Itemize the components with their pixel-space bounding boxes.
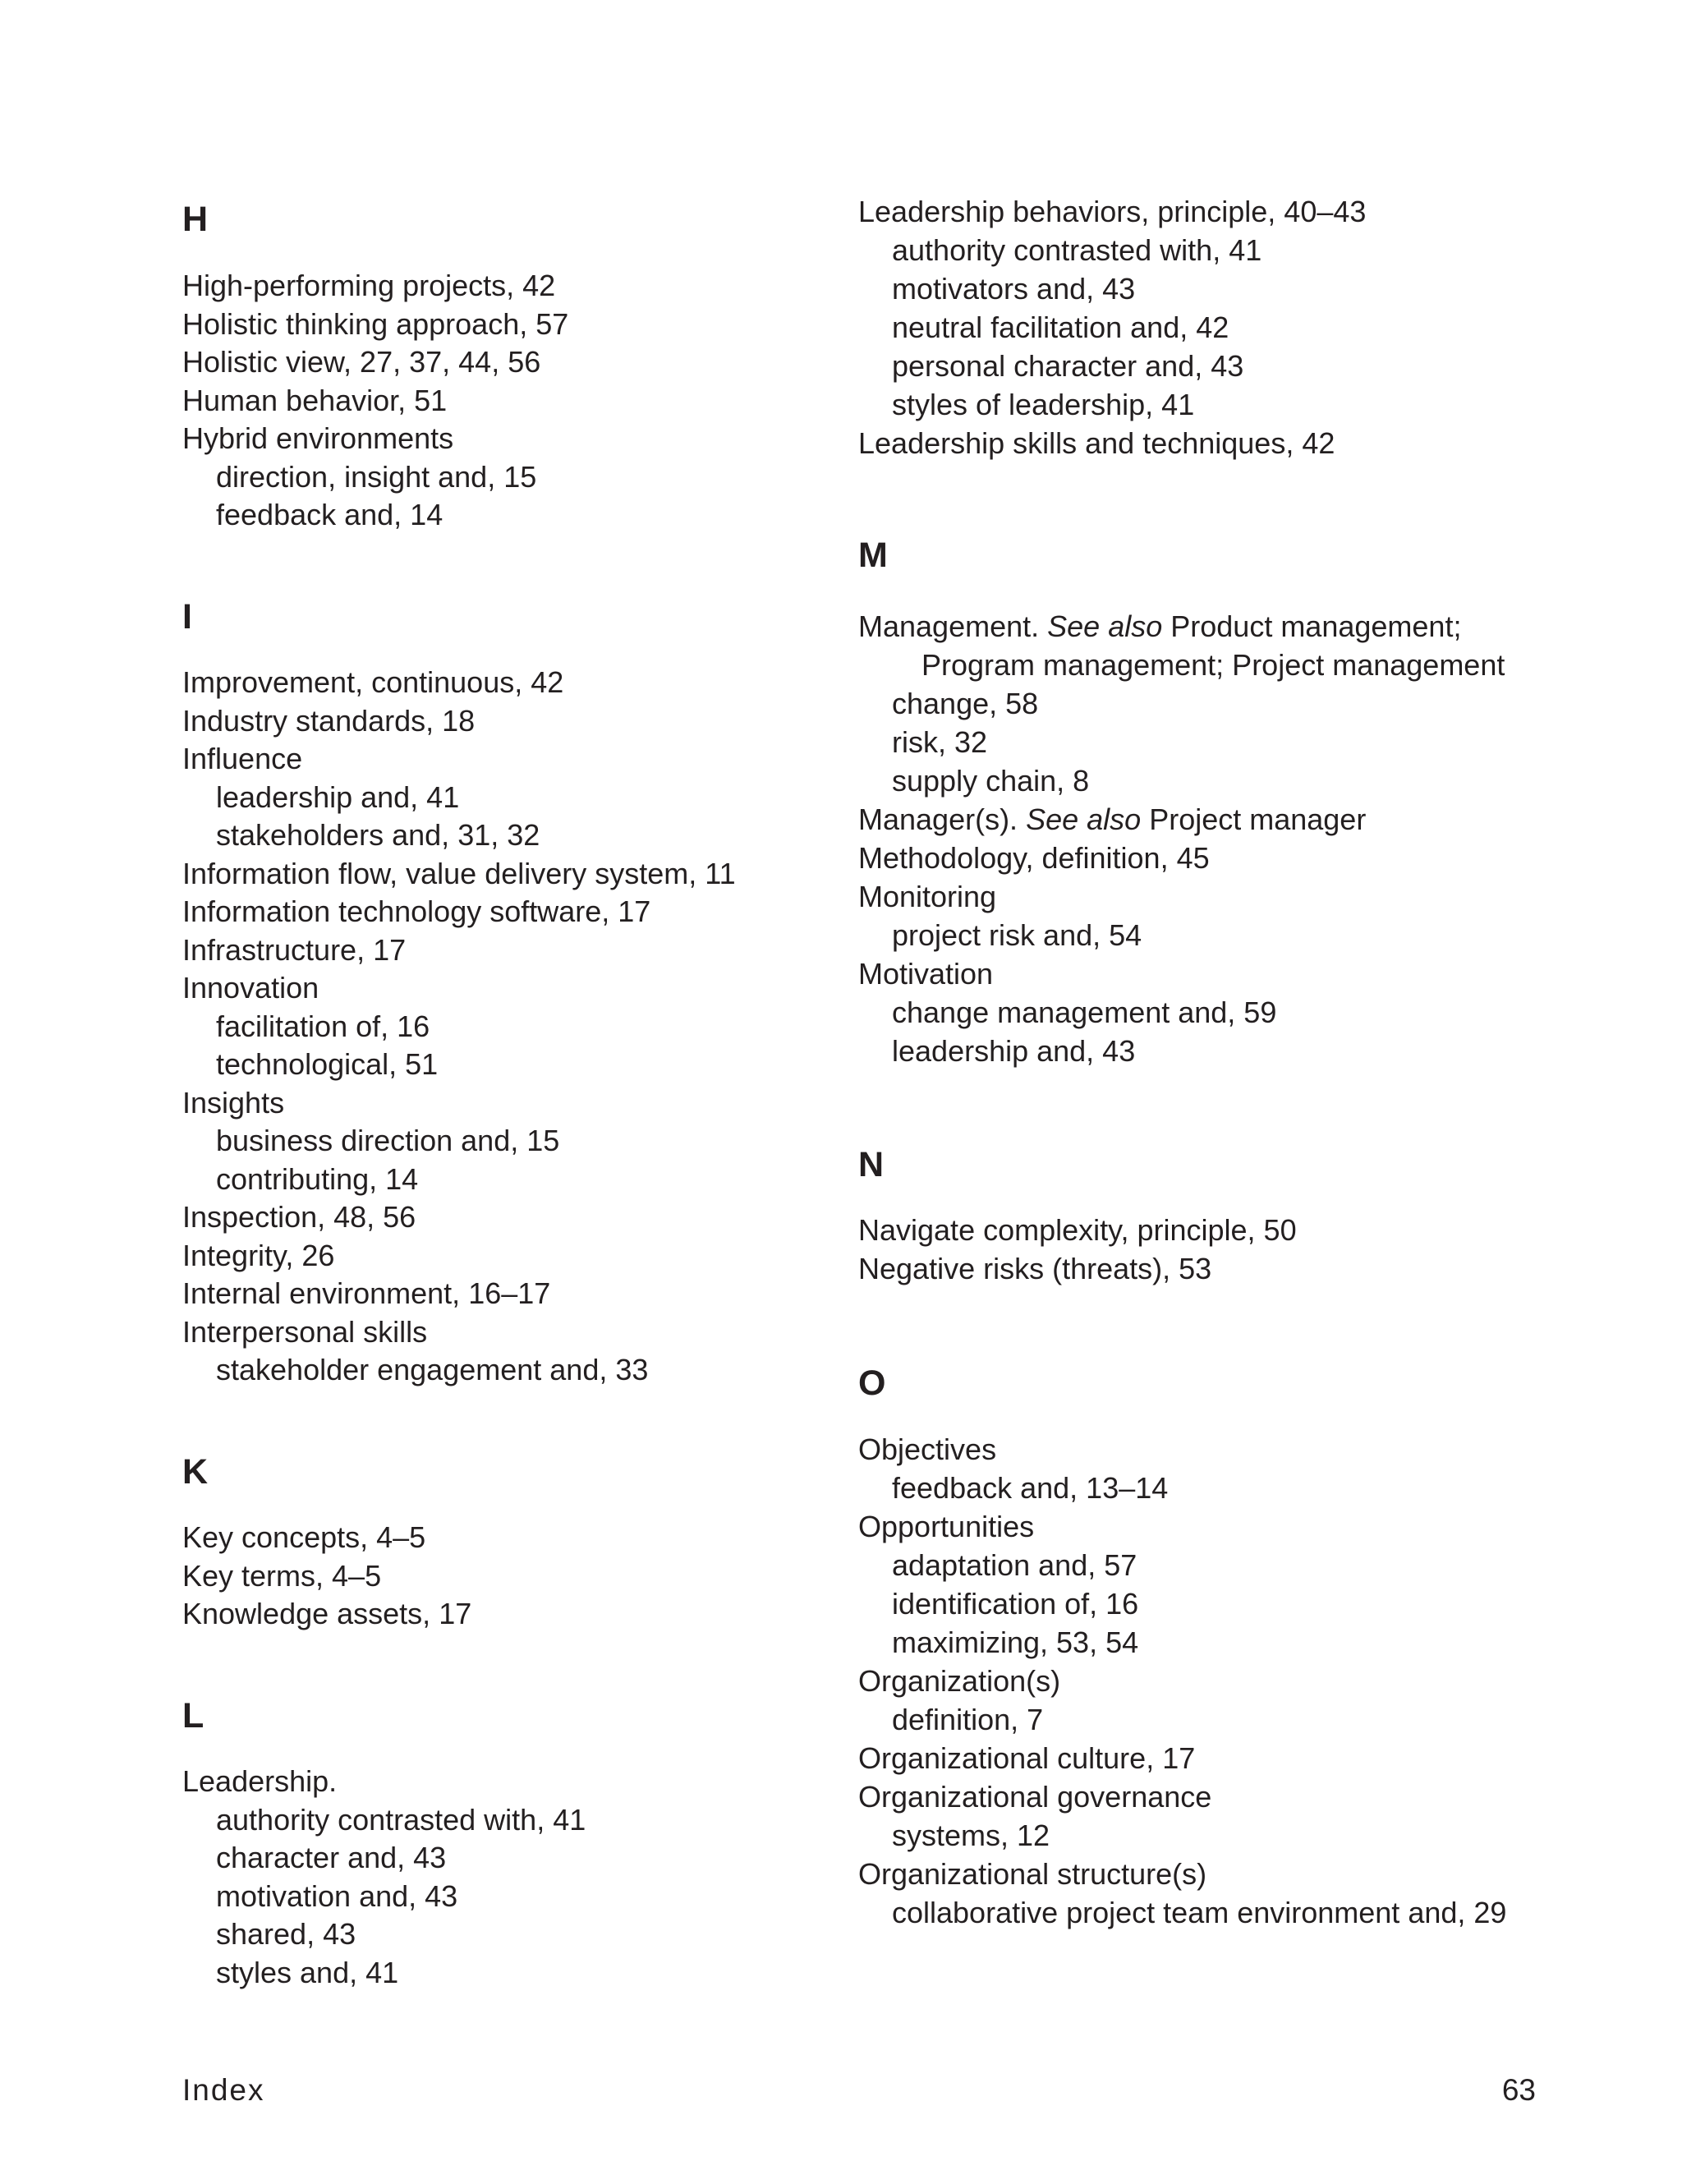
index-subentry: supply chain, 8 <box>892 764 1090 798</box>
index-entry: Opportunities <box>858 1510 1035 1543</box>
index-entry: Key terms, 4–5 <box>182 1559 382 1593</box>
index-entry-manager <box>858 800 1366 839</box>
section-letter-n: N <box>858 1145 885 1184</box>
index-subentry: direction, insight and, 15 <box>216 460 537 494</box>
index-subentry: change, 58 <box>892 687 1039 720</box>
index-subentry: styles of leadership, 41 <box>892 388 1195 421</box>
see-also-reference: See also <box>1026 802 1142 836</box>
index-subentry: facilitation of, 16 <box>216 1009 430 1043</box>
entry-text: Manager(s). <box>858 802 1027 836</box>
index-entry: Knowledge assets, 17 <box>182 1597 472 1630</box>
index-entry: Innovation <box>182 971 319 1005</box>
index-entry: Information technology software, 17 <box>182 894 651 928</box>
section-letter-m: M <box>858 536 889 575</box>
index-entry: Leadership. <box>182 1764 338 1798</box>
index-subentry: maximizing, 53, 54 <box>892 1625 1139 1659</box>
index-entry: Motivation <box>858 957 994 991</box>
index-subentry: stakeholders and, 31, 32 <box>216 818 540 852</box>
index-entry: Leadership behaviors, principle, 40–43 <box>858 195 1367 228</box>
page-number: 63 <box>1501 2073 1536 2107</box>
index-entry: Industry standards, 18 <box>182 704 476 738</box>
entry-text: Management. <box>858 609 1048 643</box>
index-subentry: authority contrasted with, 41 <box>216 1803 586 1837</box>
index-subentry: shared, 43 <box>216 1917 356 1951</box>
index-subentry: change management and, 59 <box>892 995 1277 1029</box>
index-entry: Holistic thinking approach, 57 <box>182 307 569 341</box>
index-subentry: risk, 32 <box>892 725 988 759</box>
index-entry: Holistic view, 27, 37, 44, 56 <box>182 345 541 379</box>
index-subentry: character and, 43 <box>216 1841 447 1874</box>
index-entry: Improvement, continuous, 42 <box>182 665 564 699</box>
index-entry: Internal environment, 16–17 <box>182 1276 551 1310</box>
index-subentry: definition, 7 <box>892 1703 1044 1736</box>
index-entry: Interpersonal skills <box>182 1315 428 1349</box>
index-entry: Navigate complexity, principle, 50 <box>858 1213 1297 1247</box>
index-entry-continuation: Program management; Project management <box>921 648 1505 682</box>
index-subentry: leadership and, 41 <box>216 780 460 814</box>
index-subentry: motivation and, 43 <box>216 1879 458 1913</box>
index-subentry: styles and, 41 <box>216 1956 399 1989</box>
index-subentry: stakeholder engagement and, 33 <box>216 1353 649 1386</box>
index-entry: Information flow, value delivery system, 11 <box>182 857 736 890</box>
footer-section-label: Index <box>182 2073 265 2107</box>
entry-text: Project manager <box>1141 802 1367 836</box>
index-entry: Inspection, 48, 56 <box>182 1200 416 1234</box>
index-entry: Organizational culture, 17 <box>858 1741 1196 1775</box>
index-entry: Human behavior, 51 <box>182 384 448 417</box>
index-subentry: systems, 12 <box>892 1818 1050 1852</box>
index-subentry: business direction and, 15 <box>216 1124 560 1157</box>
index-subentry: personal character and, 43 <box>892 349 1244 383</box>
index-entry: Negative risks (threats), 53 <box>858 1252 1212 1285</box>
index-entry: Objectives <box>858 1432 997 1466</box>
index-entry: Infrastructure, 17 <box>182 933 407 967</box>
index-subentry: contributing, 14 <box>216 1162 419 1196</box>
index-entry: Influence <box>182 742 303 775</box>
index-subentry: collaborative project team environment and, 29 <box>892 1896 1507 1929</box>
index-entry: Methodology, definition, 45 <box>858 841 1210 875</box>
index-entry-management <box>858 607 1461 646</box>
index-subentry: identification of, 16 <box>892 1587 1139 1621</box>
section-letter-h: H <box>182 200 209 239</box>
see-also-reference: See also <box>1047 609 1163 643</box>
index-subentry: feedback and, 14 <box>216 498 443 531</box>
entry-text: Product management; <box>1162 609 1462 643</box>
index-subentry: project risk and, 54 <box>892 918 1142 952</box>
index-subentry: neutral facilitation and, 42 <box>892 310 1229 344</box>
section-letter-o: O <box>858 1363 887 1403</box>
index-entry: Insights <box>182 1086 285 1120</box>
section-letter-i: I <box>182 597 193 637</box>
section-letter-l: L <box>182 1696 205 1736</box>
index-subentry: motivators and, 43 <box>892 272 1136 306</box>
index-subentry: adaptation and, 57 <box>892 1548 1137 1582</box>
index-subentry: technological, 51 <box>216 1047 439 1081</box>
index-subentry: leadership and, 43 <box>892 1034 1136 1068</box>
index-entry: Organizational governance <box>858 1780 1212 1814</box>
index-entry: Integrity, 26 <box>182 1239 335 1272</box>
index-entry: Organizational structure(s) <box>858 1857 1207 1891</box>
index-entry: High-performing projects, 42 <box>182 269 556 302</box>
index-entry: Organization(s) <box>858 1664 1061 1698</box>
index-subentry: authority contrasted with, 41 <box>892 233 1262 267</box>
index-entry: Monitoring <box>858 880 997 913</box>
section-letter-k: K <box>182 1452 209 1492</box>
index-subentry: feedback and, 13–14 <box>892 1471 1169 1505</box>
index-entry: Leadership skills and techniques, 42 <box>858 426 1335 460</box>
index-entry: Key concepts, 4–5 <box>182 1520 426 1554</box>
index-entry: Hybrid environments <box>182 421 454 455</box>
